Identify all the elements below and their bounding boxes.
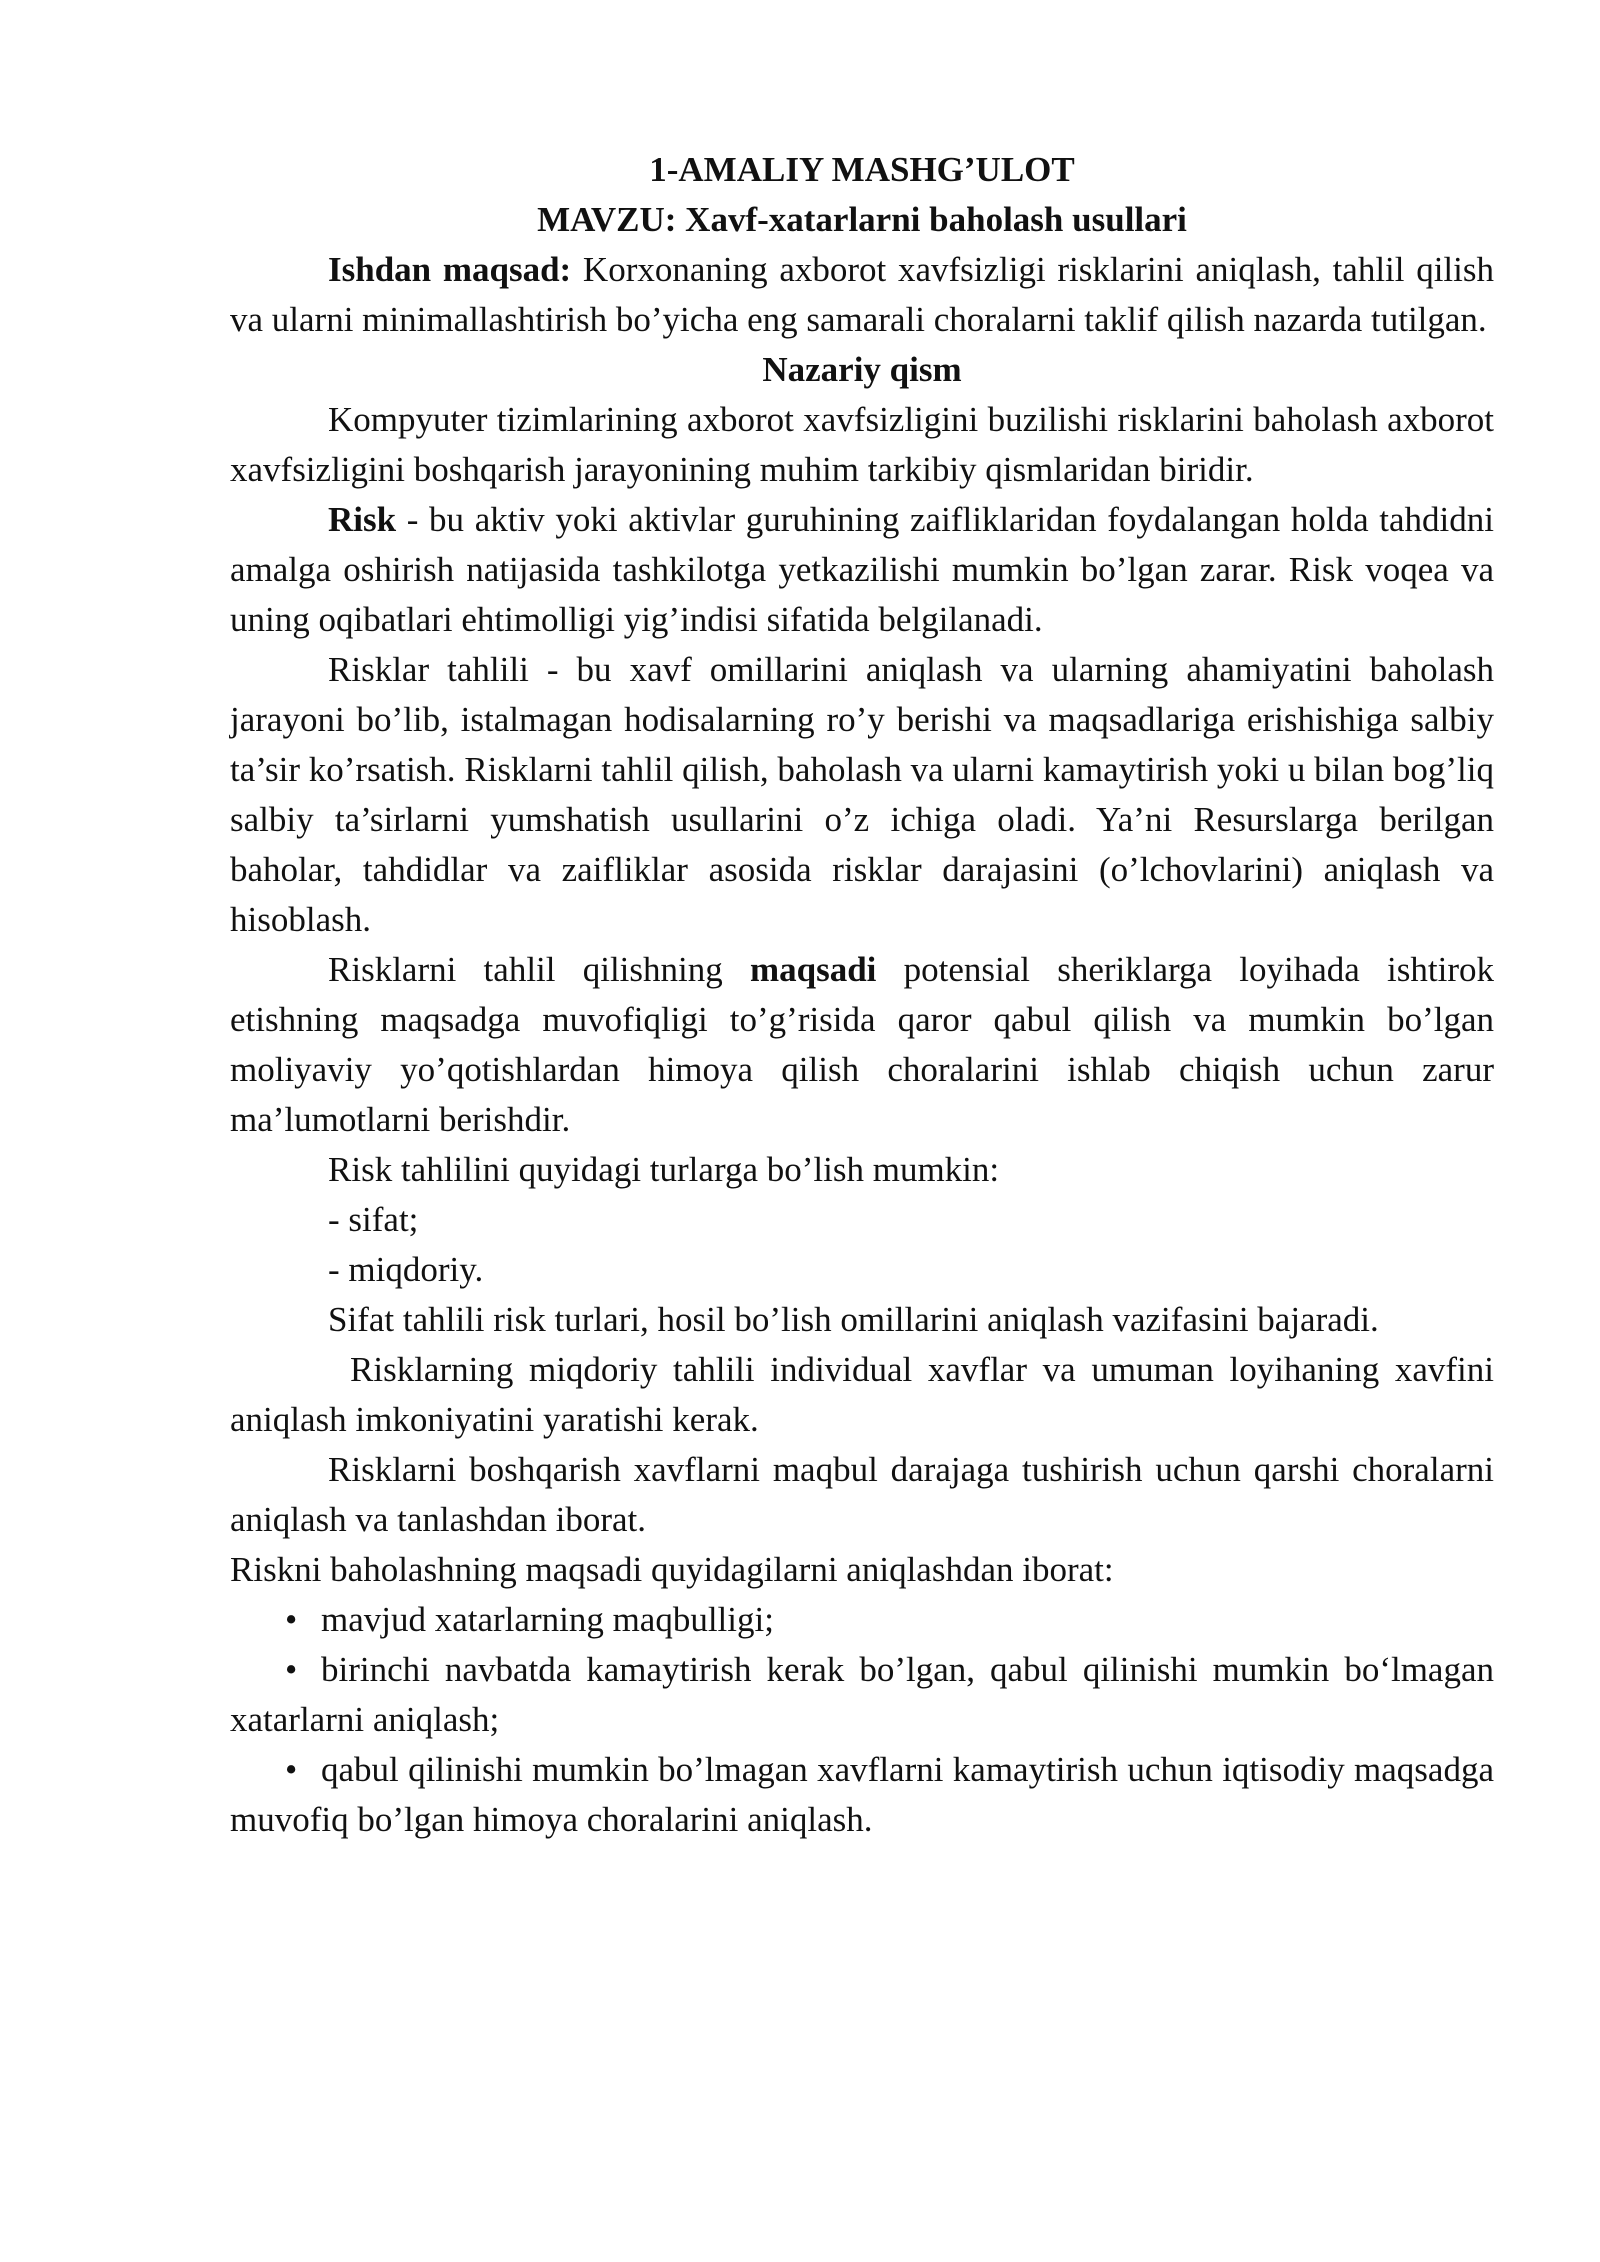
type-item-quantity: - miqdoriy. bbox=[328, 1250, 484, 1289]
bullet-icon: • bbox=[285, 1650, 298, 1689]
document-topic: MAVZU: Xavf-xatarlarni baholash usullari bbox=[537, 200, 1187, 239]
list-item bbox=[230, 1645, 1494, 1745]
list-item-text: birinchi navbatda kamaytirish kerak bo’lgan, qabul qilinishi mumkin bo‘lmagan xatarlarni aniqlash; bbox=[230, 1650, 1494, 1739]
paragraph-2 bbox=[230, 495, 1494, 645]
document-title: 1-AMALIY MASHG’ULOT bbox=[649, 150, 1075, 189]
list-item-text: qabul qilinishi mumkin bo’lmagan xavflarni kamaytirish uchun iqtisodiy maqsadga muvofiq bo’lgan himoya choralarini aniqlash. bbox=[230, 1750, 1494, 1839]
paragraph-4-start: Risklarni tahlil qilishning bbox=[328, 950, 750, 989]
risk-term: Risk bbox=[328, 500, 397, 539]
paragraph-4-end: potensial sheriklarga loyihada ishtirok etishning maqsadga muvofiqligi to’g’risida qaror qabul qilish va mumkin bo’lgan moliyaviy yo’qotishlardan himoya qilish choralarini ishlab chiqish uchun zarur ma’lumotlarni berishdir. bbox=[230, 950, 1494, 1139]
type-item-quality: - sifat; bbox=[328, 1200, 419, 1239]
bullet-icon: • bbox=[285, 1750, 298, 1789]
paragraph-7: Risklarning miqdoriy tahlili individual xavflar va umuman loyihaning xavfini aniqlash imkoniyatini yaratishi kerak. bbox=[230, 1350, 1494, 1439]
list-item-text: mavjud xatarlarning maqbulligi; bbox=[321, 1600, 774, 1639]
paragraph-1: Kompyuter tizimlarining axborot xavfsizligini buzilishi risklarini baholash axborot xavfsizligini boshqarish jarayonining muhim tarkibiy qismlaridan biridir. bbox=[230, 400, 1494, 489]
goal-label: Ishdan maqsad: bbox=[328, 250, 572, 289]
paragraph-6: Sifat tahlili risk turlari, hosil bo’lish omillarini aniqlash vazifasini bajaradi. bbox=[328, 1300, 1379, 1339]
paragraph-4 bbox=[230, 945, 1494, 1145]
paragraph-9: Riskni baholashning maqsadi quyidagilarni aniqlashdan iborat: bbox=[230, 1550, 1114, 1589]
paragraph-3: Risklar tahlili - bu xavf omillarini aniqlash va ularning ahamiyatini baholash jarayoni bo’lib, istalmagan hodisalarning ro’y berishi va maqsadlariga erishishiga salbiy ta’sir ko’rsatish. Risklarni tahlil qilish, baholash va ularni kamaytirish yoki u bilan bog’liq salbiy ta’sirlarni yumshatish usullarini o’z ichiga oladi. Ya’ni Resurslarga berilgan baholar, tahdidlar va zaifliklar asosida risklar darajasini (o’lchovlarini) aniqlash va hisoblash. bbox=[230, 650, 1494, 939]
goal-text: Korxonaning axborot xavfsizligi risklarini aniqlash, tahlil qilish va ularni minimallashtirish bo’yicha eng samarali choralarni taklif qilish nazarda tutilgan. bbox=[230, 250, 1495, 339]
list-item bbox=[230, 1595, 1494, 1645]
bullet-icon: • bbox=[285, 1600, 298, 1639]
paragraph-5: Risk tahlilini quyidagi turlarga bo’lish mumkin: bbox=[328, 1150, 1000, 1189]
risk-definition: - bu aktiv yoki aktivlar guruhining zaifliklaridan foydalangan holda tahdidni amalga oshirish natijasida tashkilotga yetkazilishi mumkin bo’lgan zarar. Risk voqea va uning oqibatlari ehtimolligi yig’indisi sifatida belgilanadi. bbox=[230, 500, 1494, 639]
goal-paragraph bbox=[230, 245, 1494, 345]
paragraph-4-bold: maqsadi bbox=[749, 950, 877, 989]
list-item bbox=[230, 1745, 1494, 1845]
document-page bbox=[230, 145, 1494, 1845]
section-heading: Nazariy qism bbox=[762, 350, 962, 389]
paragraph-8: Risklarni boshqarish xavflarni maqbul darajaga tushirish uchun qarshi choralarni aniqlash va tanlashdan iborat. bbox=[230, 1450, 1494, 1539]
